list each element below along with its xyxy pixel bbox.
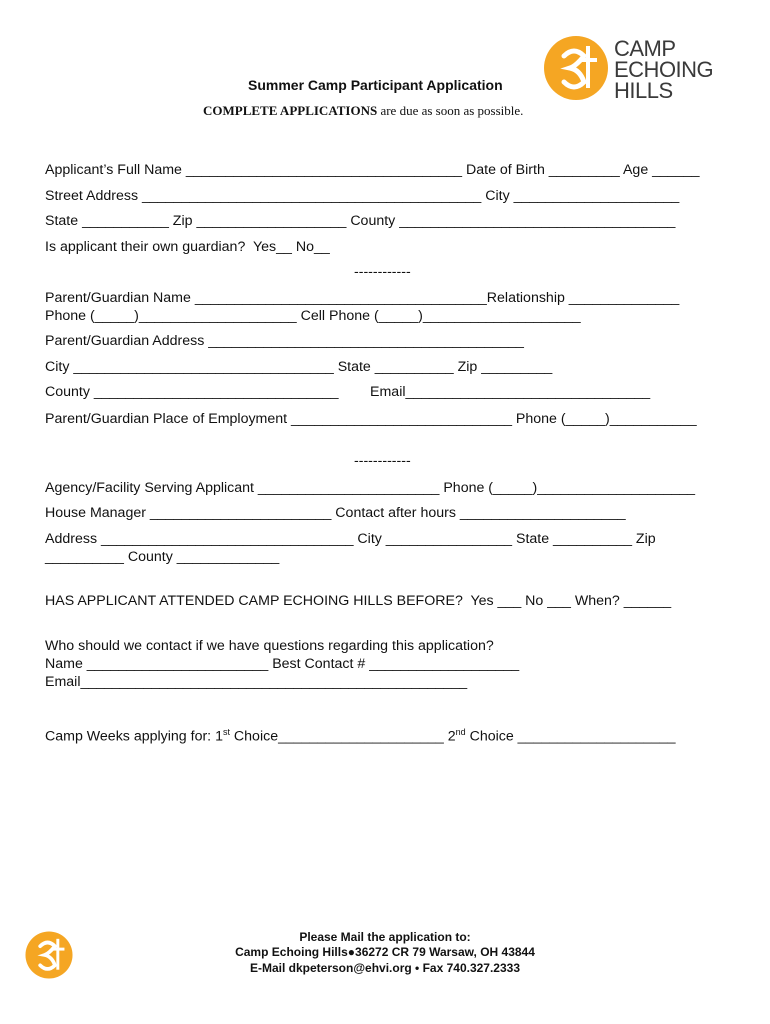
- agency-county-line[interactable]: __________ County _____________: [45, 549, 280, 565]
- form-title: Summer Camp Participant Application: [248, 77, 503, 93]
- applicant-name-line[interactable]: Applicant’s Full Name ___________________________________ Date of Birth _________ Age ______: [45, 162, 700, 178]
- contact-name-line[interactable]: Name _______________________ Best Contact # ___________________: [45, 656, 520, 672]
- own-guardian-line[interactable]: Is applicant their own guardian? Yes__ No__: [45, 239, 330, 255]
- camp-weeks-line[interactable]: [45, 727, 676, 745]
- camp-logo: [542, 34, 722, 106]
- form-subtitle: [203, 103, 523, 119]
- camp-weeks-label: Camp Weeks applying for: 1: [45, 728, 223, 745]
- contact-question: Who should we contact if we have questions regarding this application?: [45, 638, 494, 654]
- street-address-line[interactable]: Street Address ___________________________________________ City _____________________: [45, 188, 680, 204]
- contact-email-line[interactable]: Email_________________________________________________: [45, 674, 468, 690]
- guardian-county-email-line[interactable]: County _______________________________ Email_______________________________: [45, 384, 651, 400]
- state-zip-county-line[interactable]: State ___________ Zip ___________________ County ___________________________________: [45, 213, 676, 229]
- first-sup: st: [222, 727, 230, 737]
- logo-text-echoing: ECHOING: [614, 57, 714, 82]
- guardian-city-line[interactable]: City _________________________________ State __________ Zip _________: [45, 359, 553, 375]
- attended-before-line[interactable]: HAS APPLICANT ATTENDED CAMP ECHOING HILLS BEFORE? Yes ___ No ___ When? ______: [45, 593, 672, 609]
- agency-line[interactable]: Agency/Facility Serving Applicant _______________________ Phone (_____)____________________: [45, 480, 696, 496]
- agency-address-line[interactable]: Address ________________________________ City ________________ State __________ Zip: [45, 531, 656, 547]
- footer-address: Camp Echoing Hills●36272 CR 79 Warsaw, OH 43844: [235, 945, 535, 959]
- separator-1: ------------: [354, 264, 411, 280]
- subtitle-rest: are due as soon as possible.: [377, 103, 524, 118]
- guardian-phone-line[interactable]: Phone (_____)____________________ Cell Phone (_____)____________________: [45, 308, 581, 324]
- guardian-name-line[interactable]: Parent/Guardian Name _____________________________________Relationship ______________: [45, 290, 680, 306]
- footer-contact: E-Mail dkpeterson@ehvi.org • Fax 740.327.2333: [249, 961, 521, 975]
- subtitle-bold: COMPLETE APPLICATIONS: [203, 103, 378, 118]
- logo-text-hills: HILLS: [614, 78, 673, 103]
- footer-mail-heading: Please Mail the application to:: [299, 930, 471, 944]
- second-choice-field[interactable]: Choice ____________________: [465, 728, 676, 745]
- first-choice-field[interactable]: Choice_____________________ 2: [229, 728, 456, 745]
- house-manager-line[interactable]: House Manager _______________________ Contact after hours _____________________: [45, 505, 626, 521]
- guardian-address-line[interactable]: Parent/Guardian Address ________________________________________: [45, 333, 524, 349]
- separator-2: ------------: [354, 453, 411, 469]
- second-sup: nd: [455, 727, 466, 737]
- guardian-employment-line[interactable]: Parent/Guardian Place of Employment ____________________________ Phone (_____)___________: [45, 411, 697, 427]
- logo-text-camp: CAMP: [614, 36, 676, 61]
- camp-logo-emblem-icon: [542, 34, 610, 102]
